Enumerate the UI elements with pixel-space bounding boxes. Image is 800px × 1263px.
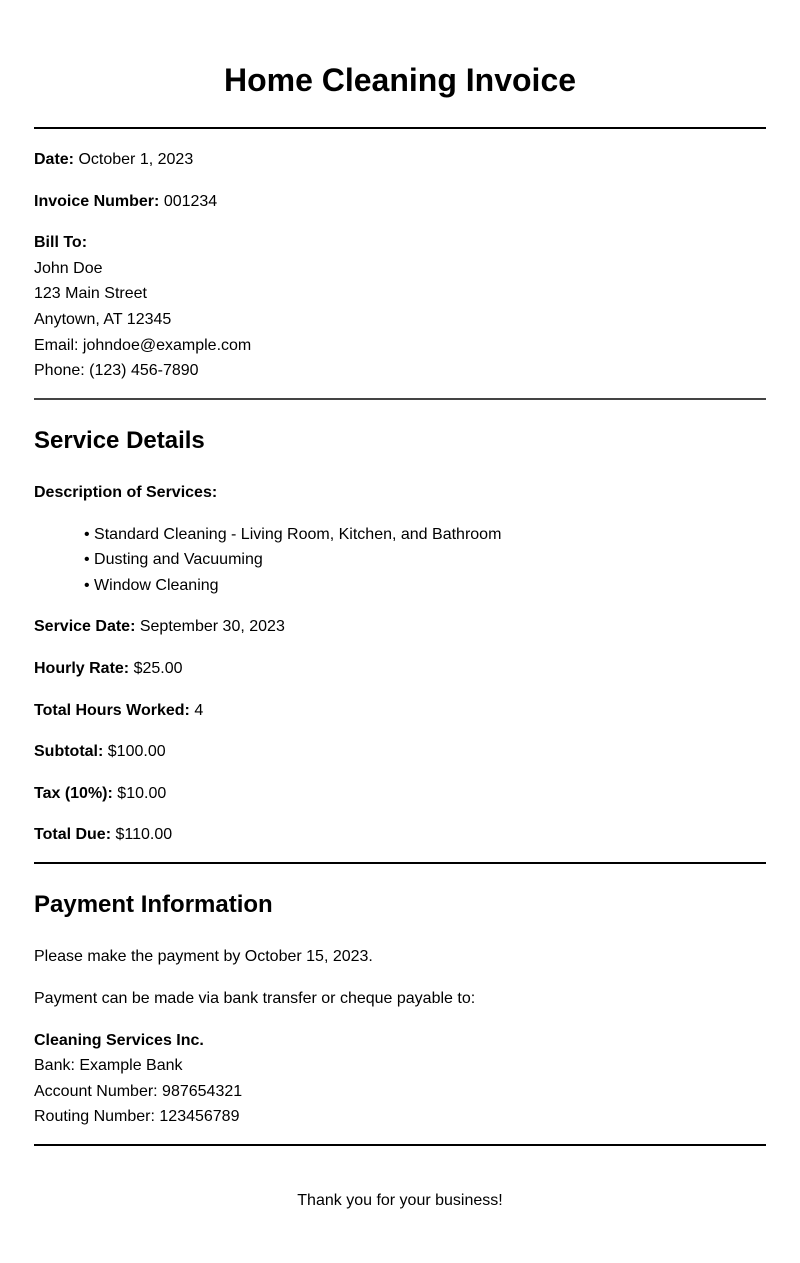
tax-label: Tax (10%): [34, 785, 113, 802]
service-item: • Dusting and Vacuuming [84, 551, 263, 568]
total-due-label: Total Due: [34, 826, 112, 843]
tax-value: $10.00 [117, 785, 167, 802]
total-due [34, 825, 172, 845]
service-date [34, 617, 285, 637]
invoice-date-label: Date: [34, 151, 75, 168]
invoice-date-value: October 1, 2023 [78, 151, 194, 168]
divider [34, 398, 766, 400]
hourly-rate-value: $25.00 [133, 660, 183, 677]
invoice-number-value: 001234 [163, 193, 218, 210]
total-due-value: $110.00 [115, 826, 173, 843]
invoice-number [34, 192, 217, 212]
bill-to-email: Email: johndoe@example.com [34, 337, 252, 354]
payment-due-text: Please make the payment by October 15, 2023. [34, 948, 373, 965]
tax [34, 784, 166, 804]
service-item: • Standard Cleaning - Living Room, Kitchen, and Bathroom [84, 526, 502, 543]
service-heading: Service Details [34, 427, 205, 454]
bill-to-street: 123 Main Street [34, 285, 147, 302]
subtotal-label: Subtotal: [34, 743, 104, 760]
divider [34, 127, 766, 129]
payee-account-number: Account Number: 987654321 [34, 1083, 243, 1100]
services-description-label: Description of Services: [34, 484, 218, 501]
total-hours-value: 4 [194, 702, 204, 719]
bill-to-city: Anytown, AT 12345 [34, 311, 172, 328]
subtotal [34, 742, 166, 762]
bill-to-label: Bill To: [34, 234, 88, 251]
payment-heading: Payment Information [34, 891, 273, 918]
payee-company: Cleaning Services Inc. [34, 1032, 204, 1049]
service-date-value: September 30, 2023 [139, 618, 285, 635]
subtotal-value: $100.00 [107, 743, 166, 760]
total-hours [34, 701, 203, 721]
divider [34, 1144, 766, 1146]
total-hours-label: Total Hours Worked: [34, 702, 190, 719]
thank-you-note: Thank you for your business! [297, 1192, 503, 1209]
payee-routing-number: Routing Number: 123456789 [34, 1108, 240, 1125]
hourly-rate-label: Hourly Rate: [34, 660, 130, 677]
divider [34, 862, 766, 864]
hourly-rate [34, 659, 183, 679]
bill-to-phone: Phone: (123) 456-7890 [34, 362, 199, 379]
invoice-date [34, 150, 193, 170]
payee-bank: Bank: Example Bank [34, 1057, 183, 1074]
service-date-label: Service Date: [34, 618, 136, 635]
page-title: Home Cleaning Invoice [223, 62, 577, 98]
payment-method-text: Payment can be made via bank transfer or cheque payable to: [34, 990, 476, 1007]
bill-to-name: John Doe [34, 260, 103, 277]
invoice-number-label: Invoice Number: [34, 193, 160, 210]
service-item: • Window Cleaning [84, 577, 219, 594]
